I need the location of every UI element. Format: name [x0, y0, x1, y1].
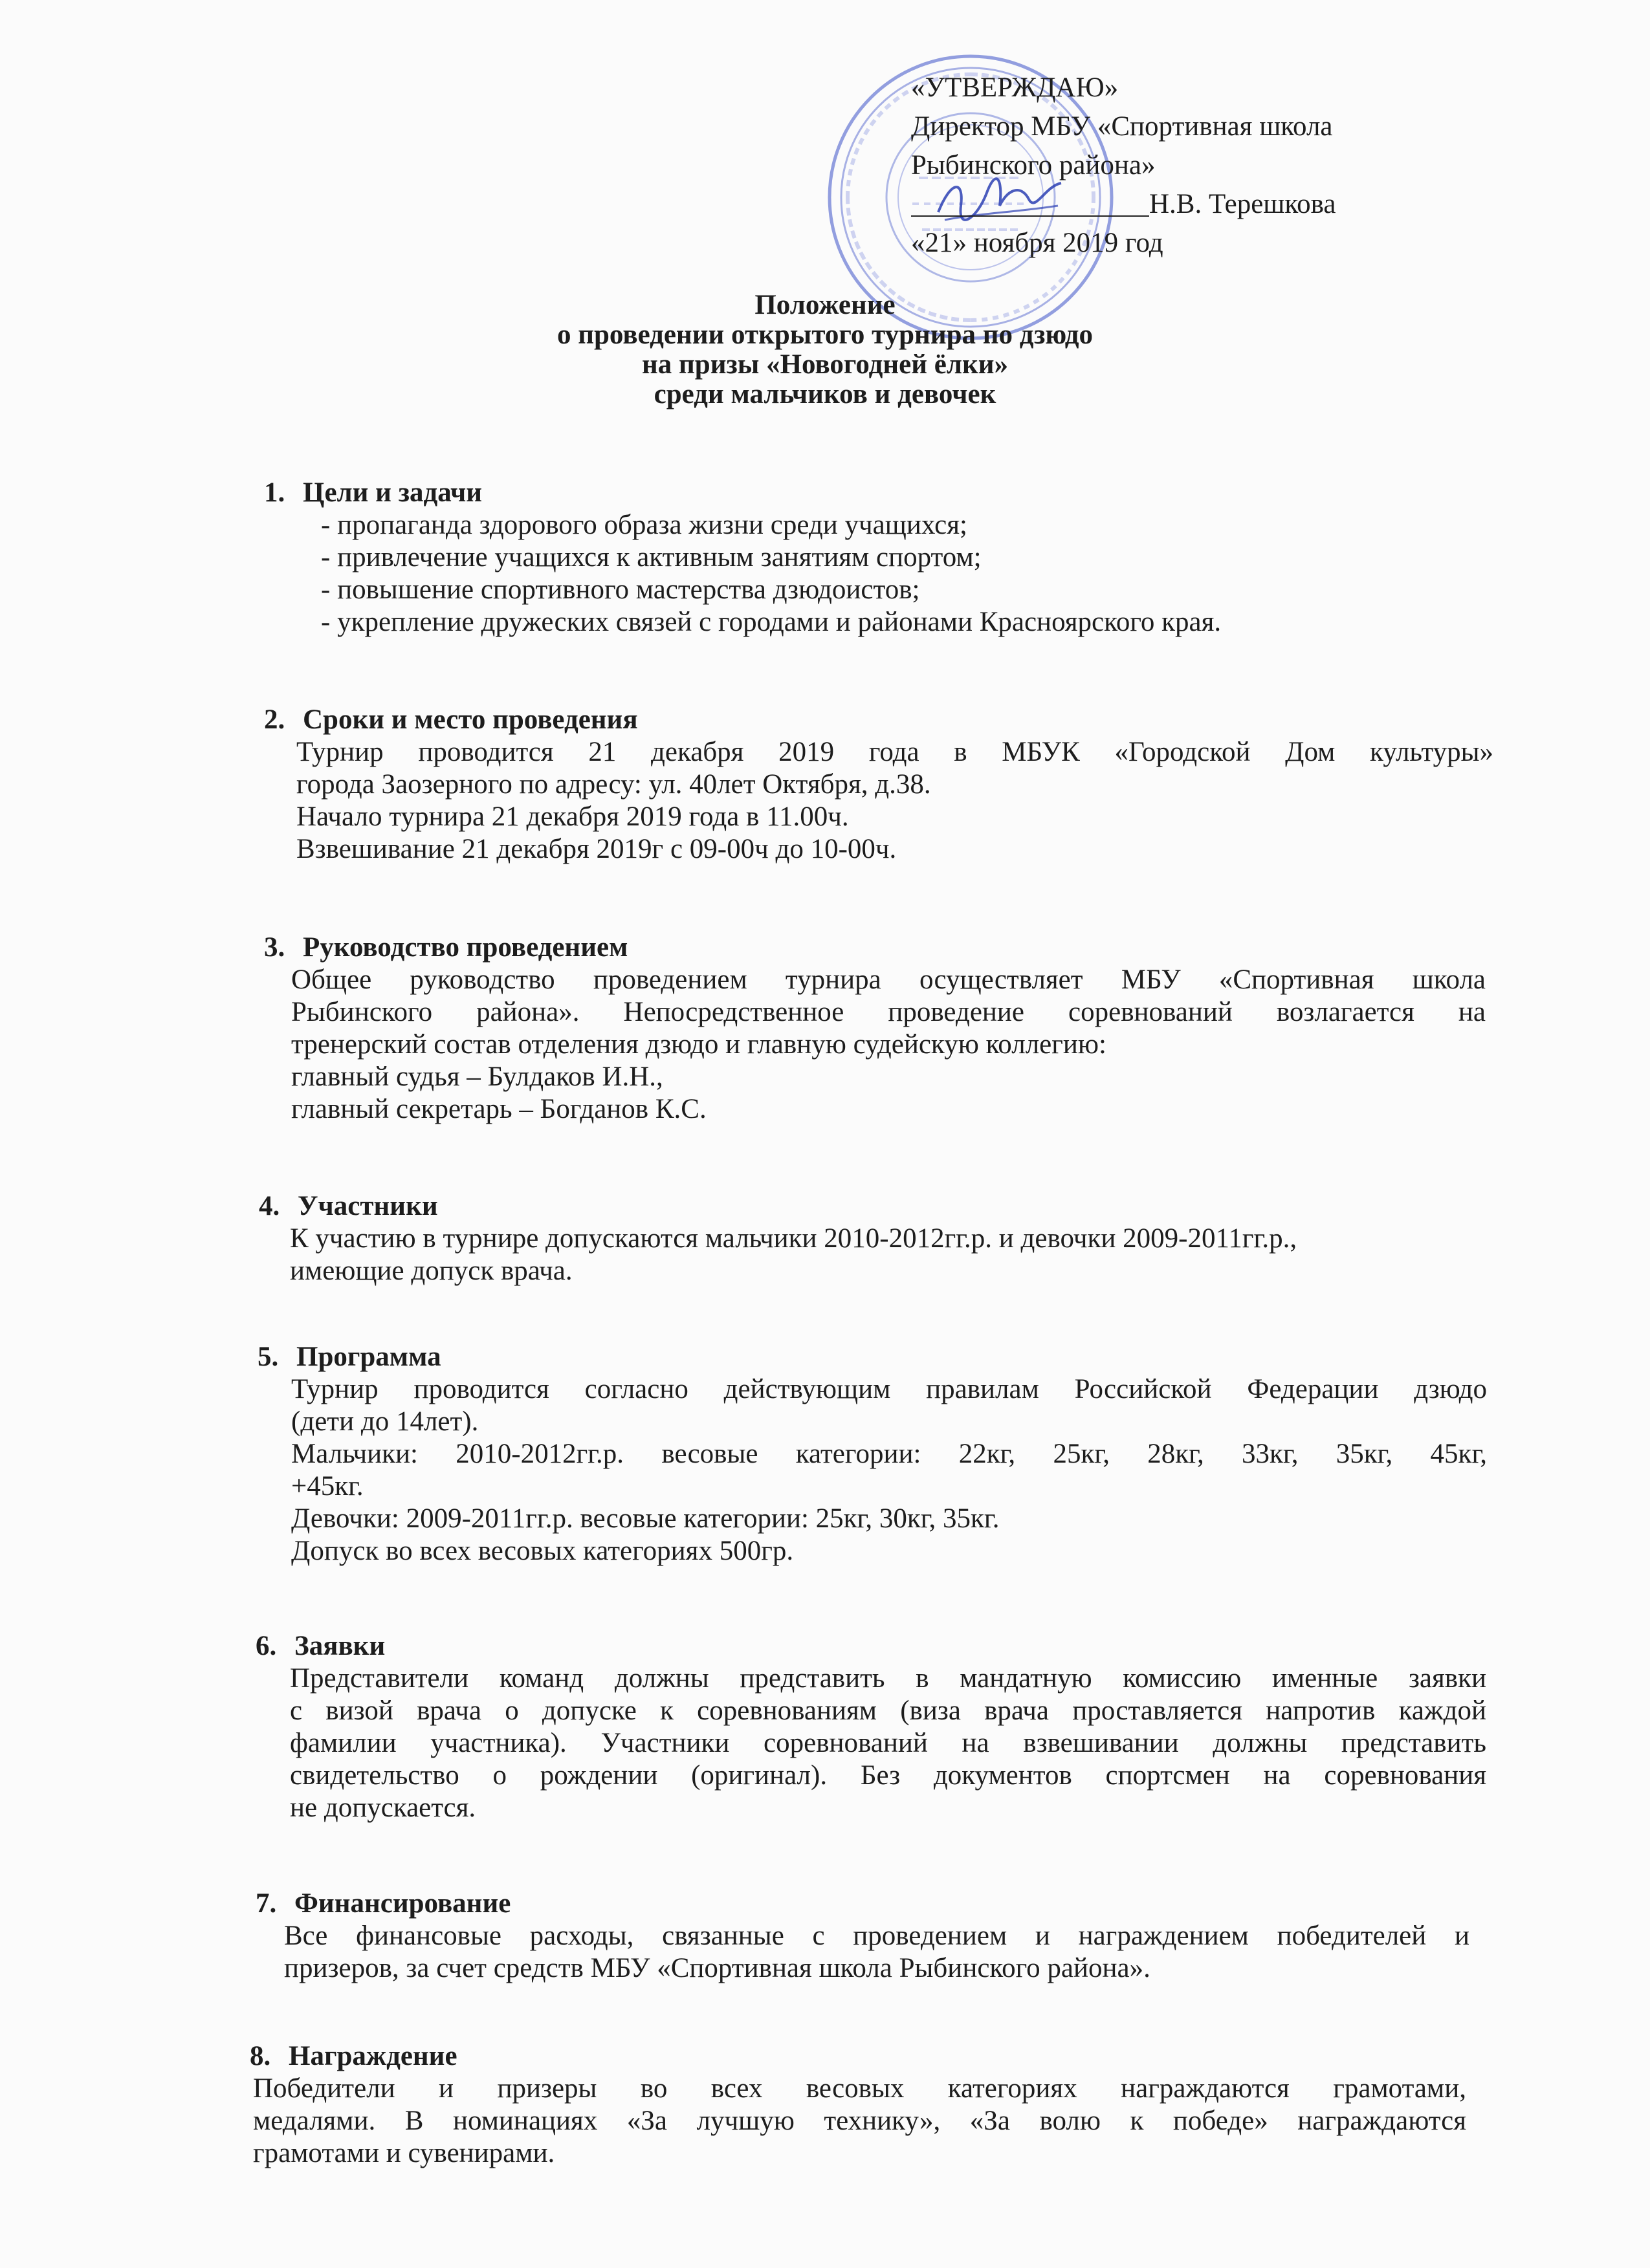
section-body: [259, 1223, 1488, 1287]
section-body: [264, 509, 1493, 638]
section-heading: [256, 1888, 1469, 1920]
approval-position: Директор МБУ «Спортивная школа: [911, 111, 1333, 142]
body-line: призеров, за счет средств МБУ «Спортивная школа Рыбинского района».: [284, 1953, 1150, 1983]
section-number: 1.: [264, 477, 285, 508]
body-line: тренерский состав отделения дзюдо и главную судейскую коллегию:: [291, 1029, 1106, 1060]
body-line: города Заозерного по адресу: ул. 40лет Октября, д.38.: [296, 769, 931, 800]
section-heading: [258, 1341, 1487, 1373]
approval-organization: Рыбинского района»: [911, 150, 1156, 180]
approval-heading: «УТВЕРЖДАЮ»: [911, 72, 1119, 103]
body-line: (дети до 14лет).: [291, 1406, 479, 1437]
body-line: - укрепление дружеских связей с городами и районами Красноярского края.: [321, 607, 1222, 637]
approval-block: [911, 69, 1493, 263]
signature-rule: [911, 215, 1149, 217]
body-line: Мальчики: 2010-2012гг.р. весовые категории: 22кг, 25кг, 28кг, 33кг, 35кг, 45кг,: [291, 1439, 1487, 1469]
approval-date: «21» ноября 2019 год: [911, 228, 1163, 258]
body-line: грамотами и сувенирами.: [253, 2138, 555, 2168]
section-awards: [250, 2040, 1466, 2170]
section-financing: [256, 1888, 1469, 1985]
section-heading: [256, 1630, 1486, 1663]
section-body: [264, 964, 1486, 1126]
section-heading: [264, 477, 1493, 509]
body-line: Начало турнира 21 декабря 2019 года в 11.00ч.: [296, 801, 849, 832]
section-title: Заявки: [294, 1631, 386, 1661]
body-line: Рыбинского района». Непосредственное проведение соревнований возлагается на: [291, 997, 1486, 1027]
section-heading: [259, 1190, 1488, 1223]
body-line: главный судья – Булдаков И.Н.,: [291, 1062, 663, 1092]
body-line: Все финансовые расходы, связанные с проведением и награждением победителей и: [284, 1921, 1469, 1951]
section-number: 5.: [258, 1342, 279, 1372]
section-body: [256, 1920, 1469, 1985]
body-line: Девочки: 2009-2011гг.р. весовые категории: 25кг, 30кг, 35кг.: [291, 1503, 1000, 1534]
section-program: [258, 1341, 1487, 1567]
body-line: Турнир проводится согласно действующим правилам Российской Федерации дзюдо: [291, 1374, 1487, 1404]
section-body: [264, 736, 1493, 866]
body-line: Турнир проводится 21 декабря 2019 года в МБУК «Городской Дом культуры»: [296, 737, 1493, 767]
section-number: 7.: [256, 1888, 277, 1919]
section-goals: [264, 477, 1493, 638]
section-heading: [264, 932, 1486, 964]
section-management: [264, 932, 1486, 1126]
approval-signature-line: [911, 185, 1493, 224]
body-line: +45кг.: [291, 1471, 364, 1501]
body-line: К участию в турнире допускаются мальчики 2010-2012гг.р. и девочки 2009-2011гг.р.,: [290, 1223, 1297, 1254]
section-title: Финансирование: [294, 1888, 511, 1919]
body-line: не допускается.: [290, 1793, 476, 1823]
body-line: свидетельство о рождении (оригинал). Без документов спортсмен на соревнования: [290, 1760, 1486, 1791]
title-line-2: о проведении открытого турнира по дзюдо: [556, 320, 1094, 350]
section-dates-place: [264, 704, 1493, 866]
section-title: Руководство проведением: [303, 932, 628, 963]
section-number: 4.: [259, 1191, 280, 1221]
section-title: Участники: [298, 1191, 438, 1221]
title-line-1: Положение: [754, 290, 896, 320]
title-line-4: среди мальчиков и девочек: [654, 379, 996, 409]
body-line: имеющие допуск врача.: [290, 1256, 573, 1286]
section-number: 3.: [264, 932, 285, 963]
body-line: - привлечение учащихся к активным занятиям спортом;: [321, 542, 982, 572]
section-title: Программа: [296, 1342, 441, 1372]
body-line: - повышение спортивного мастерства дзюдоистов;: [321, 574, 920, 605]
section-title: Цели и задачи: [303, 477, 483, 508]
section-participants: [259, 1190, 1488, 1287]
section-title: Награждение: [289, 2041, 457, 2071]
section-applications: [256, 1630, 1486, 1824]
section-heading: [264, 704, 1493, 736]
body-line: Победители и призеры во всех весовых категориях награждаются грамотами,: [253, 2073, 1466, 2104]
section-body: [256, 1663, 1486, 1824]
approval-signer: Н.В. Терешкова: [1149, 189, 1336, 219]
body-line: главный секретарь – Богданов К.С.: [291, 1094, 707, 1124]
title-line-3: на призы «Новогодней ёлки»: [641, 349, 1008, 380]
body-line: Представители команд должны представить в мандатную комиссию именные заявки: [290, 1663, 1486, 1694]
body-line: Общее руководство проведением турнира осуществляет МБУ «Спортивная школа: [291, 965, 1486, 995]
section-number: 6.: [256, 1631, 277, 1661]
section-body: [258, 1373, 1487, 1567]
body-line: Взвешивание 21 декабря 2019г с 09-00ч до 10-00ч.: [296, 834, 897, 864]
section-title: Сроки и место проведения: [303, 704, 638, 735]
body-line: с визой врача о допуске к соревнованиям (виза врача проставляется напротив каждой: [290, 1696, 1486, 1726]
body-line: - пропаганда здорового образа жизни среди учащихся;: [321, 510, 967, 540]
body-line: фамилии участника). Участники соревнований на взвешивании должны представить: [290, 1728, 1486, 1758]
section-number: 2.: [264, 704, 285, 735]
body-line: медалями. В номинациях «За лучшую технику», «За волю к победе» награждаются: [253, 2106, 1466, 2136]
section-body: [250, 2073, 1466, 2170]
section-number: 8.: [250, 2041, 271, 2071]
body-line: Допуск во всех весовых категориях 500гр.: [291, 1536, 794, 1566]
section-heading: [250, 2040, 1466, 2073]
document-title: [0, 290, 1650, 409]
